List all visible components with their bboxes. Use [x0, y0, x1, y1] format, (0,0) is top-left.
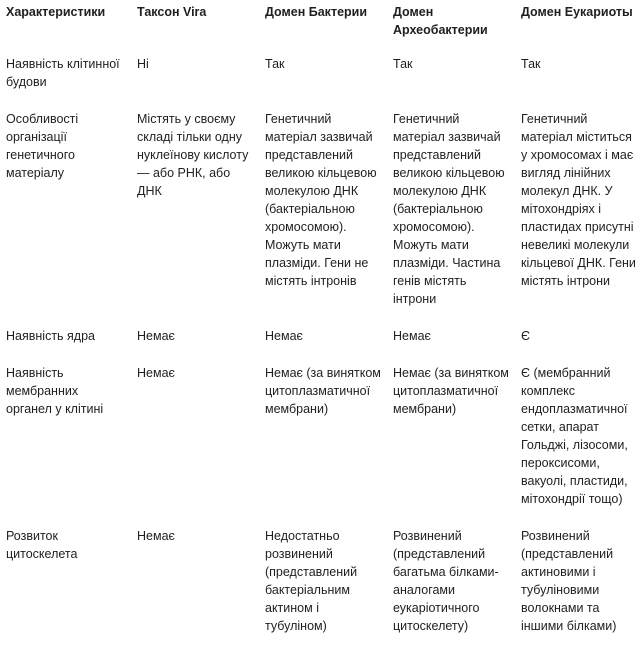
table-cell: Ні [137, 57, 149, 71]
header-bacteria: Домен Бактерии [265, 5, 368, 19]
table-cell: Генетичний матеріал зазвичай представлений великою кільцевою молекулою ДНК (бактеріальною хромосомою). Можуть мати плазміди. Частина генів містять інтрони [393, 112, 505, 306]
row-label: Наявність ядра [6, 329, 95, 343]
row-label: Наявність клітинної будови [6, 57, 120, 89]
table-cell: Генетичний матеріал міститься у хромосомах і має вигляд лінійних молекул ДНК. У мітохондріях і пластидах присутні невеликі молекули кільцевої ДНК. Гени містять інтрони [521, 112, 636, 288]
table-row [0, 53, 643, 110]
row-label: Наявність мембранних органел у клітині [6, 366, 104, 416]
row-label: Розвиток цитоскелета [6, 529, 78, 561]
table-row [0, 327, 643, 364]
table-cell: Генетичний матеріал зазвичай представлений великою кільцевою молекулою ДНК (бактеріальною хромосомою). Можуть мати плазміди. Гени не містять інтронів [265, 112, 377, 288]
header-archaea: Домен Археобактерии [393, 5, 488, 37]
table-cell: Недостатньо розвинений (представлений бактеріальним актином і тубуліном) [265, 529, 358, 633]
header-eukaryota: Домен Еукариоты [521, 5, 633, 19]
table-cell: Так [521, 57, 541, 71]
table-cell: Так [265, 57, 285, 71]
row-label: Особливості організації генетичного матеріалу [6, 112, 79, 180]
table-cell: Є (мембранний комплекс ендоплазматичної сетки, апарат Гольджі, лізосоми, пероксисоми, вакуолі, пластиди, мітохондрії тощо) [521, 366, 628, 506]
table-cell: Розвинений (представлений актиновими і тубуліновими волокнами та іншими білками) [521, 529, 617, 633]
table-cell: Немає (за винятком цитоплазматичної мембрани) [265, 366, 381, 416]
table-cell: Є [521, 329, 530, 343]
table-cell: Немає (за винятком цитоплазматичної мембрани) [393, 366, 509, 416]
table-cell: Немає [393, 329, 431, 343]
table-cell: Немає [265, 329, 303, 343]
table-cell: Немає [137, 366, 175, 380]
table-cell: Розвинений (представлений багатьма білками-аналогами еукаріотичного цитоскелету) [393, 529, 499, 633]
table-cell: Немає [137, 529, 175, 543]
table-cell: Немає [137, 329, 175, 343]
header-vira: Таксон Vira [137, 5, 207, 19]
header-row [0, 0, 643, 53]
header-characteristics: Характеристики [6, 5, 106, 19]
table-cell: Так [393, 57, 413, 71]
table-row [0, 527, 643, 654]
table-row [0, 364, 643, 527]
table-cell: Містять у своєму складі тільки одну нуклеїнову кислоту — або РНК, або ДНК [137, 112, 249, 198]
table-row [0, 110, 643, 327]
